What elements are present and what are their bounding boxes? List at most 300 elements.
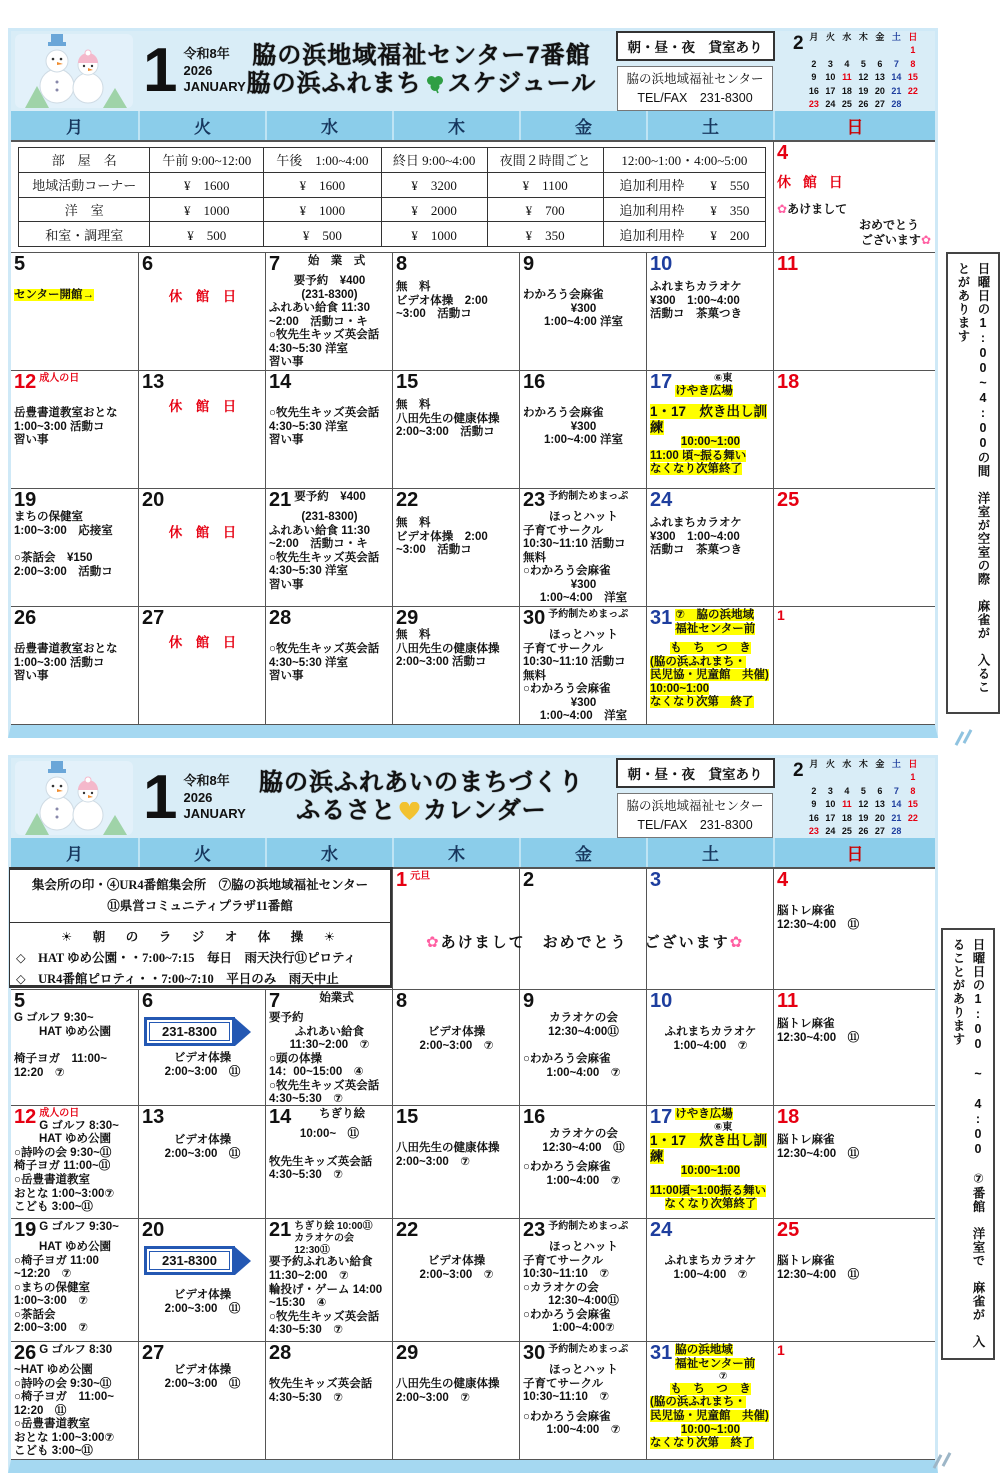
day-cell-header (142, 1220, 263, 1241)
fee-cell: ¥ 350 (487, 222, 603, 247)
event-line: ビデオ体操 (173, 1134, 232, 1146)
date-number: 17 (650, 1106, 673, 1128)
event-line (14, 289, 136, 303)
date-number: 23 (523, 489, 546, 511)
event-line: 子育てサークル (523, 524, 604, 537)
event-line: 4:30~5:30 ⑦ (269, 1169, 343, 1182)
greeting-text: あけまして おめでとう ございます (440, 934, 730, 951)
event-line: ○牧先生キッズ英会話 4:30~5:30 洋室 (269, 643, 380, 669)
event-line: 習い事 (14, 670, 49, 683)
event-line: 1:00~3:00 活動コ (14, 656, 105, 669)
event-line: 12:20 ⑦ (14, 1066, 65, 1079)
mini-date: 9 (811, 72, 817, 82)
mini-calendar-grid (806, 31, 922, 112)
event-line: 八田先生の健康体操 (396, 642, 500, 655)
highlighted-text: 民児協・児童館 共催) (650, 1410, 769, 1423)
mini-date: 1 (910, 772, 916, 782)
day-cell (138, 607, 265, 724)
date-number: 23 (523, 1219, 546, 1241)
highlighted-text: 福祉センター前 (675, 622, 756, 635)
calendar-week-row (11, 990, 935, 1106)
mini-date: 16 (808, 812, 819, 823)
event-line: 岳豊書道教室おとな (14, 407, 118, 419)
day-cell (11, 1342, 138, 1459)
day-cell-header (523, 372, 644, 393)
day-cell-header (396, 1220, 517, 1241)
fee-cell: ¥ 500 (264, 222, 382, 247)
day-cell-header (650, 1343, 771, 1383)
fee-cell: 追加利用枠 ¥ 350 (603, 197, 765, 222)
mini-date (905, 825, 922, 839)
mini-date (888, 44, 905, 58)
event-line: 1:00~4:00 ⑦ (673, 1268, 748, 1281)
mini-date (839, 771, 856, 785)
event-line: 12:30~4:00 ⑪ (777, 1031, 860, 1044)
year-label: 2026 (183, 789, 213, 805)
event-line: 牧先生キッズ英会話 (269, 1378, 373, 1390)
mini-date: 2 (811, 58, 817, 69)
room-fee-table (11, 142, 773, 252)
event-line: 2:00~3:00 活動コ (396, 426, 495, 439)
mini-date: 19 (858, 812, 869, 823)
day-cell-header (14, 490, 136, 511)
day-cell-header (14, 608, 136, 629)
event-line: ○岳豊書道教室 (14, 1174, 90, 1187)
mini-weekday: 木 (858, 31, 868, 42)
fee-row (19, 222, 766, 247)
clover-icon (425, 73, 445, 101)
mini-weekday: 火 (825, 31, 835, 42)
date-number: 15 (396, 1106, 419, 1128)
calendar-1-header (11, 31, 935, 111)
fee-header-cell: 12:00~1:00・4:00~5:00 (603, 148, 765, 173)
event-line: 岳豊書道教室おとな (14, 643, 118, 655)
event-line (650, 404, 771, 436)
date-number: 5 (14, 990, 26, 1012)
highlighted-text: けやき広場 (675, 1108, 733, 1120)
event-line: HAT ゆめ公園 (39, 1241, 111, 1253)
event-line: 予約制ためまっぷ (548, 491, 629, 502)
new-year-greeting-banner (426, 931, 896, 952)
date-number: 1 (396, 869, 408, 891)
event-line: ○詩吟の会 9:30~⑪ (14, 1146, 112, 1159)
event-line: 10:30~11:10 活動コ (523, 538, 626, 551)
date-number: 18 (777, 1106, 800, 1128)
event-line (675, 623, 771, 637)
mini-date: 23 (808, 826, 819, 836)
event-line: おとな 1:00~3:00⑦ (14, 1187, 115, 1200)
event-line: 始業式 (319, 992, 354, 1004)
day-cell-header (523, 608, 644, 629)
weekday-header-木: 木 (392, 838, 519, 867)
event-line: カラオケの会 (549, 1012, 618, 1024)
event-line: ¥300 (570, 302, 597, 315)
event-line (650, 656, 771, 670)
info-boxes (601, 31, 789, 112)
event-line: 予約制ためまっぷ (548, 1344, 629, 1355)
mini-calendar-grid (806, 758, 922, 839)
day-cell (138, 1106, 265, 1218)
mini-date: 28 (891, 99, 902, 109)
event-line (675, 609, 771, 623)
date-side-notes (548, 608, 644, 621)
calendar-week-row (11, 253, 935, 371)
event-line: ビデオ体操 (173, 1289, 232, 1301)
flower-icon: ✿ (729, 934, 745, 951)
event-line: 要予約 ¥400 (294, 491, 366, 503)
event-line: 12:30~4:00 ⑪ (777, 1147, 860, 1160)
day-cell-header (523, 490, 644, 511)
day-cell (773, 1342, 935, 1459)
event-line: 無 料 (396, 281, 431, 293)
mini-date (822, 771, 839, 785)
arrow-right-icon (235, 1247, 251, 1275)
event-line: 1:00~3:00 活動コ (14, 420, 105, 433)
date-number: 12 (14, 371, 37, 393)
day-cell-header (14, 372, 136, 393)
mini-date: 14 (891, 72, 902, 82)
day-cell-header (650, 1107, 771, 1133)
day-cell (646, 1219, 773, 1341)
highlighted-text: なくなり次第終了 (650, 463, 742, 476)
event-line (650, 1410, 771, 1424)
event-line: 要予約 (269, 1012, 304, 1024)
fee-header-cell: 午前 9:00~12:00 (150, 148, 264, 173)
mini-date: 8 (910, 785, 916, 796)
day-cell-header (269, 490, 390, 511)
month-en-label: JANUARY (183, 806, 246, 822)
day-cell (11, 489, 138, 606)
event-line: ○茶話会 ¥150 (14, 552, 93, 565)
date-side-notes (675, 1343, 771, 1383)
mini-weekday: 日 (908, 758, 918, 769)
mini-date: 14 (891, 799, 902, 809)
day-cell-header (396, 1343, 517, 1364)
day-cell (646, 1342, 773, 1459)
mini-date (839, 44, 856, 58)
highlighted-text: なくなり次第終了 (664, 1198, 757, 1211)
event-line: 2:00~3:00 ⑪ (164, 1302, 241, 1315)
mini-date: 5 (860, 785, 866, 796)
event-line (650, 642, 771, 656)
fee-header-cell: 午後 1:00~4:00 (264, 148, 382, 173)
date-number: 24 (650, 1219, 673, 1241)
legend-line1: 集会所の印・④UR4番館集会所 ⑦脇の浜地域福祉センター (31, 878, 369, 892)
event-line: 八田先生の健康体操 (396, 1142, 500, 1154)
event-line: ○わかろう会麻雀 (523, 1410, 611, 1423)
fee-header-cell: 部 屋 名 (19, 148, 150, 173)
event-line: こども 3:00~⑪ (14, 1445, 93, 1458)
event-line: ○わかろう会麻雀 (523, 565, 611, 578)
event-line: まちの保健室 (14, 511, 83, 523)
date-number: 17 (650, 371, 673, 393)
date-number: 8 (396, 990, 408, 1012)
center-name: 脇の浜地域福祉センター (626, 71, 764, 86)
highlighted-text: 10:00~1:00 (680, 436, 741, 449)
date-number: 4 (777, 869, 789, 891)
date-number: 11 (777, 253, 799, 275)
legend-radio-exercise (10, 923, 390, 988)
date-side-notes (283, 254, 390, 269)
event-line: 10:30~11:10 活動コ (523, 656, 626, 669)
calendar-1-weeks (11, 253, 935, 725)
phone-number-box (144, 1246, 235, 1275)
event-line: ○牧先生キッズ英会話 4:30~5:30 洋室 (269, 407, 380, 433)
contact-box (617, 793, 772, 839)
day-cell (773, 489, 935, 606)
event-line: 12:20 ⑪ (14, 1404, 67, 1417)
mini-date: 7 (893, 785, 899, 796)
event-line: ○カラオケの会 (523, 1281, 599, 1294)
event-line: 脳トレ麻雀 (777, 1134, 835, 1146)
date-side-notes (39, 1343, 136, 1358)
highlighted-text: 1・17 炊き出し訓練 (650, 1133, 768, 1165)
day-cell-header (523, 1107, 644, 1128)
sunday-mahjong-note-1: 日曜日の1:00~4:00の間 洋室が空室の際 麻雀が 入ることがあります (946, 252, 1000, 714)
day-cell-header (650, 254, 771, 275)
calendar-1-titles (246, 42, 597, 100)
event-line: 2:00~3:00 ⑦ (396, 1391, 470, 1404)
day-cell-header (396, 372, 517, 393)
day-cell-header (650, 608, 771, 636)
event-line: 12:30~4:00⑪ (548, 1025, 619, 1038)
date-number: 8 (396, 253, 408, 275)
weekday-header-月: 月 (66, 845, 83, 864)
mini-date: 27 (874, 826, 885, 836)
event-line: カラオケの会 12:30⑪ (294, 1232, 355, 1256)
yellow-heart-icon (399, 800, 420, 828)
date-side-notes (675, 372, 771, 398)
event-line (675, 1358, 771, 1372)
event-line: 要予約ふれあい給食 (269, 1256, 373, 1269)
day-cell-header (777, 254, 933, 275)
event-line: ちぎり絵 (319, 1108, 366, 1120)
event-line: 脳トレ麻雀 (777, 1255, 835, 1267)
mini-date: 7 (893, 58, 899, 69)
day-cell (392, 489, 519, 606)
mini-date: 12 (858, 72, 869, 82)
event-line: 2:00~3:00 ⑦ (396, 1155, 470, 1168)
day-cell (646, 371, 773, 488)
event-line: ○わかろう会麻雀 (523, 1053, 611, 1066)
calendar-week-row (11, 489, 935, 607)
calendar-week-row (11, 1106, 935, 1219)
fee-cell: 地域活動コーナー (19, 172, 150, 197)
highlighted-text: 1・17 炊き出し訓練 (650, 404, 768, 436)
title2-right: スケジュール (447, 69, 597, 97)
day-cell-header (396, 870, 517, 891)
day-cell (646, 253, 773, 370)
day-cell-header (142, 991, 263, 1012)
day-cell-header (650, 372, 771, 398)
page-break-mark (963, 729, 973, 744)
event-line: 1:00~4:00⑦ (552, 1322, 615, 1335)
day-cell (392, 990, 519, 1105)
fee-cell: ¥ 500 (150, 222, 264, 247)
date-number: 1 (777, 607, 785, 623)
event-line: 予約制ためまっぷ (548, 609, 629, 620)
event-line: 10:30~11:10 ⑦ (523, 1391, 610, 1404)
day-cell (11, 253, 138, 370)
mini-date: 15 (907, 72, 918, 82)
date-side-notes (548, 1343, 644, 1356)
event-line: ○頭の体操 (269, 1052, 322, 1065)
event-line: ¥300 (570, 578, 597, 591)
date-number: 26 (14, 1342, 37, 1364)
day-cell-header (777, 372, 933, 393)
greeting-line3-text: ございます (860, 233, 921, 248)
mini-weekday: 金 (875, 758, 885, 769)
day-cell (392, 253, 519, 370)
day-cell-header (777, 1107, 933, 1128)
event-line (675, 1108, 771, 1122)
day-cell-header (269, 1220, 390, 1256)
day-cell (773, 253, 935, 370)
date-number: 6 (142, 253, 154, 275)
event-line (650, 683, 771, 697)
day-cell-header (523, 254, 644, 275)
event-line: ビデオ体操 (427, 1255, 486, 1267)
event-line: 始 業 式 (307, 255, 366, 267)
event-line: 成人の日 (39, 1108, 80, 1119)
day-cell-header (14, 1107, 136, 1133)
event-line (650, 436, 771, 450)
weekday-header-金: 金 (519, 838, 646, 867)
event-line: 休 館 日 (168, 289, 237, 304)
date-number: 25 (777, 489, 800, 511)
date-side-notes (548, 1220, 644, 1233)
day-cell (646, 1106, 773, 1218)
date-number: 18 (777, 371, 800, 393)
event-line: 1:00~4:00 洋室 (539, 710, 628, 723)
event-line: 八田先生の健康体操 (396, 412, 500, 425)
day-cell (265, 253, 392, 370)
day-cell (392, 1342, 519, 1459)
event-line: ○椅子ヨガ 11:00 (14, 1254, 99, 1267)
date-number: 15 (396, 371, 419, 393)
sunday-mahjong-note-2: 日曜日の1:00 ~ 4:00 ⑦番館 洋室で 麻雀が 入ることがあります (941, 928, 995, 1360)
weekday-header-金: 金 (519, 111, 646, 140)
event-line: 習い事 (269, 356, 304, 369)
event-line: 牧先生キッズ英会話 (269, 1155, 373, 1168)
event-line (650, 1396, 771, 1410)
date-side-notes (39, 372, 136, 385)
fee-header-cell: 夜間２時間ごと (487, 148, 603, 173)
event-line: 1:00~4:00 ⑦ (546, 1066, 621, 1079)
mini-date: 3 (827, 785, 833, 796)
day-cell (138, 1219, 265, 1341)
event-line (650, 463, 771, 477)
day-cell-header (142, 372, 263, 393)
mini-date: 22 (907, 85, 918, 96)
day-cell (265, 1106, 392, 1218)
date-number: 5 (14, 253, 26, 275)
rental-note-box: 朝・昼・夜 貸室あり (616, 31, 775, 61)
year-block (183, 773, 245, 824)
weekday-header-木: 木 (392, 111, 519, 140)
weekday-header-月: 月 (66, 118, 83, 137)
mini-weekday: 日 (908, 31, 918, 42)
mini-date: 18 (841, 812, 852, 823)
day-cell (519, 869, 646, 989)
weekday-header-水: 水 (265, 838, 392, 867)
day-cell (265, 607, 392, 724)
mini-date: 2 (811, 785, 817, 796)
mini-date: 6 (877, 58, 883, 69)
day-cell-header (14, 1343, 136, 1364)
event-line (650, 1437, 771, 1451)
calendar-week-row (11, 1342, 935, 1460)
highlighted-text: 民児協・児童館 共催) (650, 669, 769, 682)
event-line: ⑥東 (713, 373, 733, 384)
date-side-notes (410, 870, 517, 883)
date-number: 16 (523, 371, 546, 393)
event-line: ¥300 1:00~4:00 (650, 530, 740, 543)
day-cell-header (650, 991, 771, 1012)
mini-date: 10 (825, 799, 836, 809)
calendar-1-title-line2 (246, 70, 597, 101)
highlighted-text: なくなり次第 終了 (650, 696, 754, 709)
event-line: 要予約 ¥400 (293, 275, 366, 287)
date-number: 13 (142, 371, 165, 393)
event-line: 2:00~3:00 ⑪ (164, 1377, 241, 1390)
mini-date: 26 (858, 826, 869, 836)
day-cell-header (142, 1343, 263, 1364)
day-cell-header (269, 608, 390, 629)
event-line: ほっとハット (549, 629, 618, 641)
event-line: 八田先生の健康体操 (396, 1378, 500, 1390)
fee-cell: ¥ 700 (487, 197, 603, 222)
greeting-line2: おめでとう (858, 217, 919, 232)
phone-number: 231-8300 (149, 1251, 230, 1270)
date-side-notes (675, 608, 771, 636)
phone-number-box (144, 1017, 235, 1046)
calendar-2-weeks (11, 869, 935, 1460)
date-number: 28 (269, 607, 292, 629)
day-cell-header (142, 254, 263, 275)
calendar-2-title-line2 (246, 797, 597, 828)
event-line: ○わかろう会麻雀 (523, 683, 611, 696)
mini-weekday: 月 (809, 31, 819, 42)
event-line: ふれまちカラオケ (664, 1026, 757, 1038)
date-side-notes (294, 1220, 390, 1256)
day-cell-header (396, 1107, 517, 1128)
weekday-header-水: 水 (265, 111, 392, 140)
highlighted-text: けやき広場 (675, 384, 733, 397)
day-cell (392, 607, 519, 724)
date-number: 14 (269, 371, 292, 393)
day-cell (138, 371, 265, 488)
date-number: 2 (523, 869, 535, 891)
event-line: カラオケの会 (549, 1128, 618, 1140)
day-cell-header (777, 991, 933, 1012)
mini-date: 16 (808, 85, 819, 96)
event-line (650, 1198, 771, 1212)
weekday-header-火: 火 (138, 838, 265, 867)
mini-date: 15 (907, 799, 918, 809)
day-cell (646, 869, 773, 989)
event-line (650, 1185, 771, 1199)
day-cell-header (650, 870, 771, 891)
mini-date (822, 44, 839, 58)
radio-exercise-title: ☀ 朝 の ラ ジ オ 体 操 ☀ (61, 929, 339, 944)
event-line: ビデオ体操 2:00 ~3:00 活動コ (396, 530, 488, 557)
event-line: ○牧先生キッズ英会話 4:30~5:30 洋室 (269, 329, 380, 355)
event-line: G ゴルフ 9:30~ (14, 1012, 94, 1024)
calendar-week-row (11, 869, 935, 990)
event-line: ○わかろう会麻雀 (523, 1161, 611, 1174)
day-cell (392, 869, 519, 989)
